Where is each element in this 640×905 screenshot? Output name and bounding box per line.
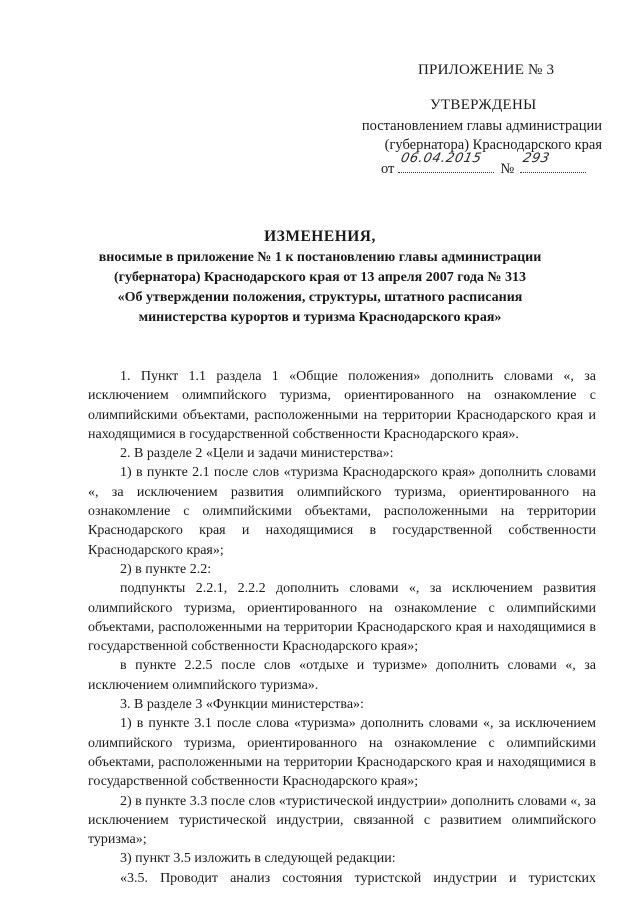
approval-line-1: постановлением главы администрации [361,118,602,134]
document-body [88,367,596,888]
document-title: ИЗМЕНЕНИЯ, [264,228,376,245]
paragraph: 2. В разделе 2 «Цели и задачи министерства»: [120,446,394,462]
subtitle-line-2: (губернатора) Краснодарского края от 13 апреля 2007 года № 313 [114,270,526,285]
paragraph: «3.5. Проводит анализ состояния туристской индустрии и туристских [120,870,596,886]
approval-line-2: (губернатора) Краснодарского края [384,137,602,153]
paragraph: в пункте 2.2.5 после слов «отдыхе и туризме» дополнить словами «, за исключением олимпийского туризма». [88,658,596,693]
paragraph: 1) в пункте 3.1 после слова «туризма» дополнить словами «, за исключением олимпийского туризма, ориентированного на ознакомление с олимпийскими объектами, расположенными на территории Краснодарского края и находящимися в государственной собственности Краснодарского края»; [88,716,596,790]
paragraph: 1) в пункте 2.1 после слов «туризма Краснодарского края» дополнить словами «, за исключением развития олимпийского туризма, ориентированного на ознакомление с олимпийскими объектами, расположенными на территории Краснодарского края и находящимися в государственной собственности Краснодарского края»; [88,465,596,558]
ref-number-label: № [500,161,515,177]
handwritten-date: 06.04.2015 [399,151,484,166]
subtitle-line-1: вносимые в приложение № 1 к постановлению главы администрации [98,250,542,265]
paragraph: подпункты 2.2.1, 2.2.2 дополнить словами «, за исключением развития олимпийского туризма, ориентированного на ознакомление с олимпийскими объектами, расположенными на территории Краснодарского края и находящимися в государственной собственности Краснодарского края»; [88,581,596,655]
number-field [520,151,586,173]
paragraph: 2) в пункте 2.2: [120,561,212,577]
reference-line [381,151,586,178]
date-field [398,151,494,173]
paragraph: 3. В разделе 3 «Функции министерства»: [120,697,364,713]
paragraph: 1. Пункт 1.1 раздела 1 «Общие положения» дополнить словами «, за исключением олимпийского туризма, ориентированного на ознакомление с олимпийскими объектами, расположенными на территории Краснодарского края и находящимися в государственной собственности Краснодарского края». [88,369,596,442]
subtitle-line-3: «Об утверждении положения, структуры, штатного расписания [117,290,523,305]
ref-from-label: от [381,161,395,177]
paragraph: 3) пункт 3.5 изложить в следующей редакции: [120,851,396,867]
paragraph: 2) в пункте 3.3 после слов «туристической индустрии» дополнить словами «, за исключением туристической индустрии, связанной с развитием олимпийского туризма»; [88,793,596,848]
appendix-title: ПРИЛОЖЕНИЕ № 3 [418,62,555,78]
handwritten-number: 293 [521,151,552,166]
subtitle-line-4: министерства курортов и туризма Краснодарского края» [138,310,502,325]
approved-label: УТВЕРЖДЕНЫ [430,97,537,113]
